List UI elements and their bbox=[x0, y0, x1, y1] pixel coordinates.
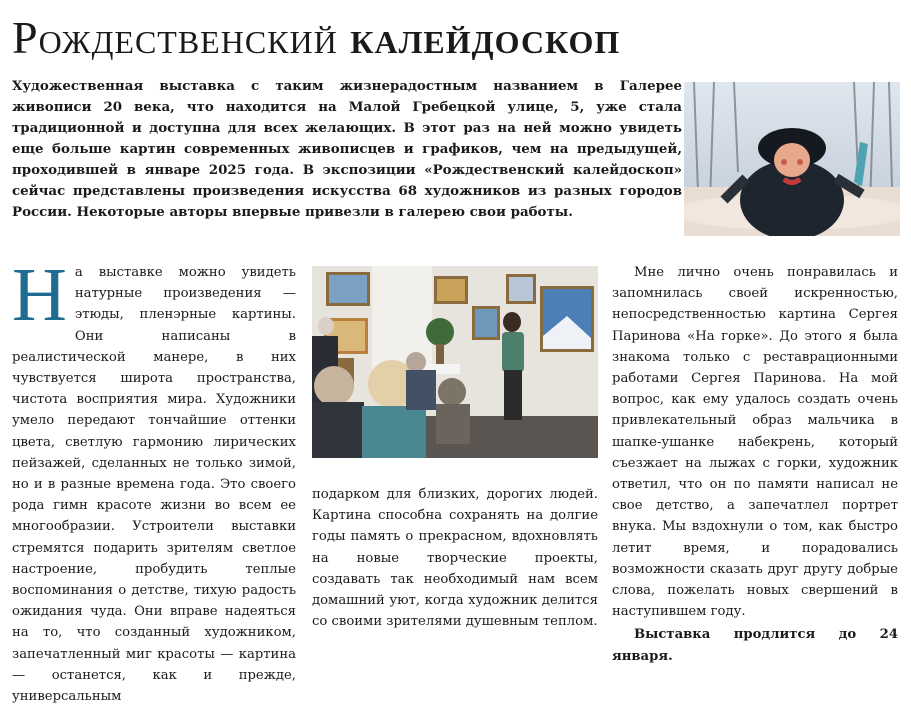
article-column-1 bbox=[12, 253, 296, 707]
column-1-text: а выставке можно увидеть натурные произведения — этюды, пленэрные картины. Они написаны в реалистической манере, в них чувствуется широта пространства, чистота восприятия мира. Художники умело передают тончайшие оттенки цвета, светлую гармонию лирических пейзажей, сделанных не только зимой, но и в разные времена года. Это своего рода гимн красоте жизни во всем ее многообразии. Устроители выставки стремятся подарить зрителям светлое настроение, пробудить теплые воспоминания о детстве, тихую радость ожидания чуда. Они вправе надеяться на то, что созданный художником, запечатленный миг красоты — картина — останется, как и прежде, универсальным bbox=[12, 265, 296, 705]
drop-cap: Н bbox=[12, 253, 67, 337]
article-column-3 bbox=[612, 262, 898, 667]
painting-photo bbox=[684, 82, 900, 236]
article-column-2 bbox=[312, 484, 598, 632]
column-3-text: Мне лично очень понравилась и запомнилась своей искренностью, непосредственностью картина Сергея Паринова «На горке». До этого я была знакома только с реставрационными работами Сергея Паринова. На мой вопрос, как ему удалось создать очень привлекательный образ мальчика в шапке-ушанке набекрень, который съезжает на лыжах с горки, художник ответил, что он по памяти написал не свое детство, а запечатлел портрет внука. Мы вздохнули о том, как быстро летит время, и порадовались возможности сказать друг другу добрые слова, пожелать новых свершений в наступившем году. bbox=[612, 265, 898, 620]
title-part-bold: калейдоскоп bbox=[350, 12, 621, 63]
gallery-photo bbox=[312, 266, 598, 458]
article-title bbox=[12, 8, 892, 68]
title-part-regular: Рождественский bbox=[12, 12, 338, 63]
painting-child-in-snow-image bbox=[684, 82, 900, 236]
closing-note: Выставка продлится до 24 января. bbox=[612, 627, 898, 664]
article-lead: Художественная выставка с таким жизнерадостным названием в Галерее живописи 20 века, что находится на Малой Гребецкой улице, 5, уже стала традиционной и доступна для всех желающих. В этот раз на ней можно увидеть еще больше картин современных живописцев и графиков, чем на предыдущей, проходившей в январе 2025 года. В экспозиции «Рождественский калейдоскоп» сейчас представлены произведения искусства 68 художников из разных городов России. Некоторые авторы впервые привезли в галерею свои работы. bbox=[12, 78, 682, 220]
exhibition-hall-image bbox=[312, 266, 598, 458]
column-2-text: подарком для близких, дорогих людей. Картина способна сохранять на долгие годы память о прекрасном, вдохновлять на новые творческие проекты, создавать так необходимый нам всем домашний уют, когда художник делится со своими зрителями душевным теплом. bbox=[312, 487, 598, 630]
